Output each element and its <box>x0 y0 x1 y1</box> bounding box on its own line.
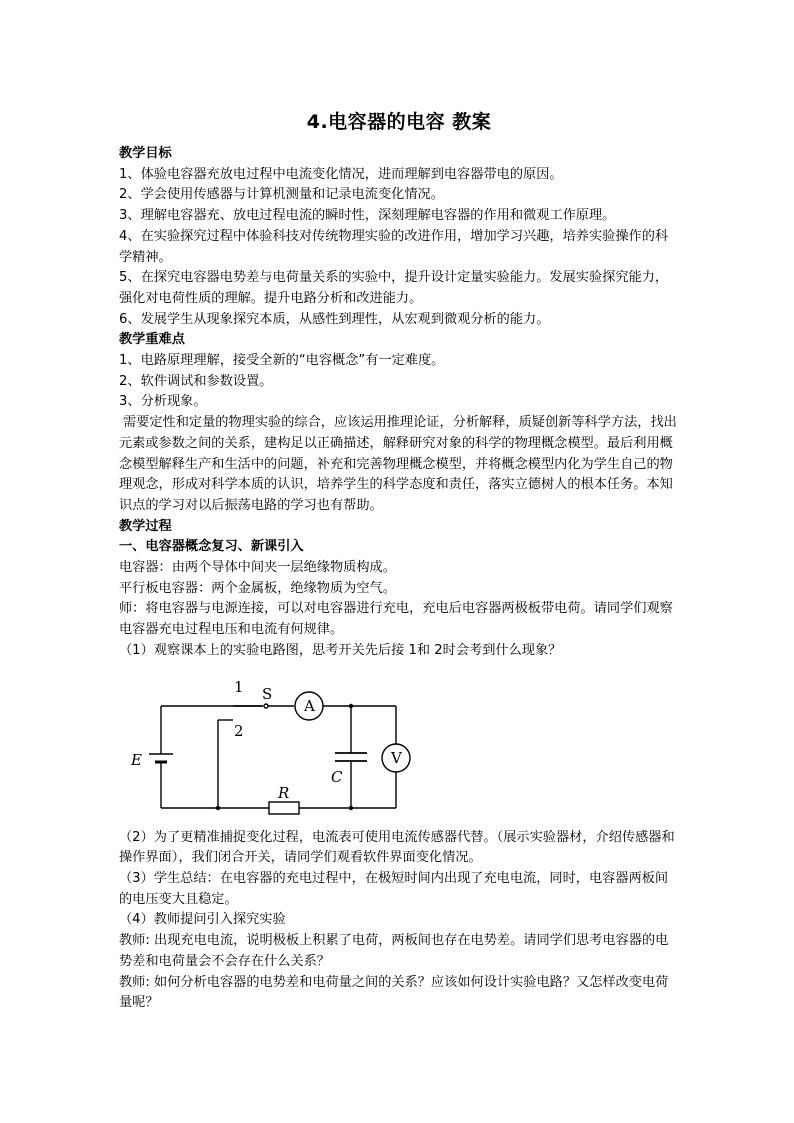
contact-1-label: 1 <box>234 677 244 696</box>
contact-2-label: 2 <box>234 721 244 740</box>
process-line: （3）学生总结：在电容器的充电过程中，在极短时间内出现了充电电流，同时，电容器两板间的电压变大且稳定。 <box>119 870 669 907</box>
switch-label: S <box>262 684 273 703</box>
section-heading-process: 教学过程 <box>119 518 172 534</box>
capacitor-label: C <box>331 767 343 786</box>
junction-dot <box>349 703 353 707</box>
document-page <box>119 100 679 1014</box>
process-line: 师：将电容器与电源连接，可以对电容器进行充电，充电后电容器两极板带电荷。请同学们观察电容器充电过程电压和电流有何规律。 <box>119 601 673 638</box>
resistor-label: R <box>278 783 290 802</box>
goal-item: 1、体验电容器充放电过程中电流变化情况，进而理解到电容器带电的原因。 <box>119 166 563 182</box>
goal-item: 6、发展学生从现象探究本质，从感性到理性，从宏观到微观分析的能力。 <box>119 311 550 327</box>
difficulty-paragraph: 需要定性和定量的物理实验的综合，应该运用推理论证，分析解释，质疑创新等科学方法，找出元素或参数之间的关系，建构足以正确描述，解释研究对象的科学的物理概念模型。最后利用概念模型解释生产和生活中的问题，补充和完善物理概念模型，并将概念模型内化为学生自己的物理观念，形成对科学本质的认识，培养学生的科学态度和责任，落实立德树人的根本任务。本知识点的学习对以后振荡电路的学习也有帮助。 <box>119 415 677 513</box>
goal-item: 4、在实验探究过程中体验科技对传统物理实验的改进作用，增加学习兴趣，培养实验操作的科学精神。 <box>119 228 669 265</box>
process-line: （2）为了更精准捕捉变化过程，电流表可使用电流传感器代替。（展示实验器材，介绍传感器和操作界面），我们闭合开关，请同学们观看软件界面变化情况。 <box>119 829 675 866</box>
goal-item: 5、在探究电容器电势差与电荷量关系的实验中，提升设计定量实验能力。发展实验探究能力，强化对电荷性质的理解。提升电路分析和改进能力。 <box>119 270 669 306</box>
circuit-drawing <box>123 672 423 822</box>
ammeter-label: A <box>304 696 315 715</box>
voltmeter-label: V <box>391 748 402 767</box>
switch-pivot <box>264 704 268 708</box>
junction-dot <box>216 805 220 809</box>
difficulty-item: 3、分析现象。 <box>119 394 207 410</box>
process-line: 电容器：由两个导体中间夹一层绝缘物质构成。 <box>119 560 396 576</box>
difficulty-item: 2、软件调试和参数设置。 <box>119 373 273 389</box>
process-line: 教师: 如何分析电容器的电势差和电荷量之间的关系？应该如何设计实验电路？又怎样改变电荷量呢？ <box>119 974 669 1011</box>
circuit-diagram <box>123 672 423 822</box>
difficulty-item: 1、电路原理理解，接受全新的“电容概念”有一定难度。 <box>119 353 445 369</box>
page-title: 4.电容器的电容 教案 <box>306 111 492 133</box>
goal-item: 3、理解电容器充、放电过程电流的瞬时性，深刻理解电容器的作用和微观工作原理。 <box>119 208 616 224</box>
subsection-heading: 一、电容器概念复习、新课引入 <box>119 539 304 555</box>
section-heading-difficulties: 教学重难点 <box>119 332 185 348</box>
goal-item: 2、学会使用传感器与计算机测量和记录电流变化情况。 <box>119 187 444 203</box>
process-line: （1）观察课本上的实验电路图，思考开关先后接 1和 2时会考到什么现象？ <box>119 642 562 658</box>
process-line: （4）教师提问引入探究实验 <box>119 912 286 928</box>
resistor-shape <box>269 802 299 814</box>
section-heading-goals: 教学目标 <box>119 146 172 161</box>
source-label: E <box>131 750 142 769</box>
process-line: 平行板电容器：两个金属板，绝缘物质为空气。 <box>119 580 396 596</box>
process-line: 教师: 出现充电电流，说明极板上积累了电荷，两板间也存在电势差。请同学们思考电容器的电势差和电荷量会不会存在什么关系？ <box>119 933 669 969</box>
junction-dot <box>349 805 353 809</box>
